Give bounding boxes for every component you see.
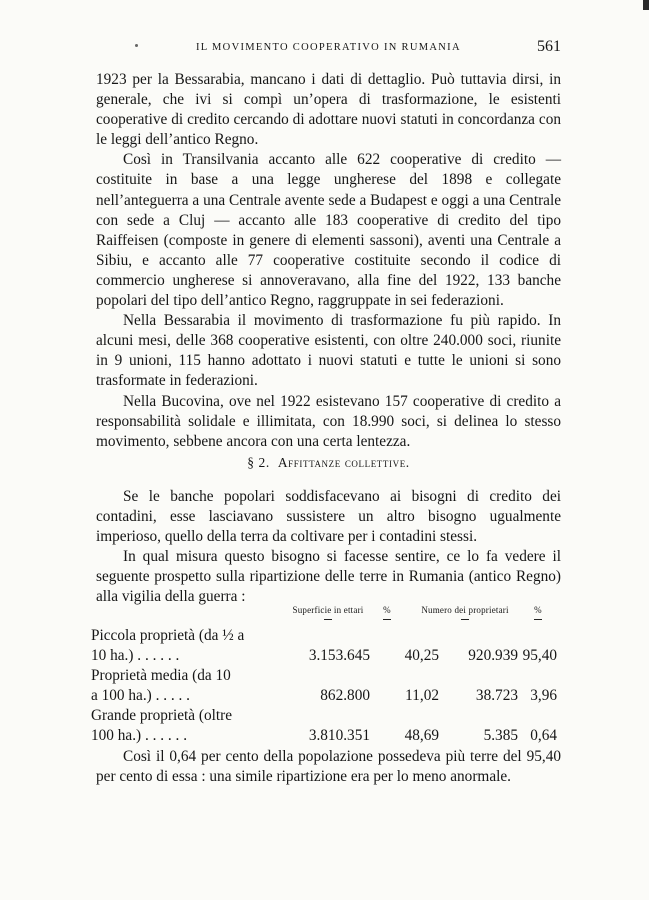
land-distribution-table bbox=[91, 605, 561, 747]
row-label: Proprietà media (da 10 bbox=[91, 667, 231, 684]
section-heading bbox=[96, 455, 561, 471]
table-row bbox=[91, 667, 561, 707]
cell-percent-superficie: 48,69 bbox=[404, 727, 439, 744]
table-row bbox=[91, 627, 561, 667]
cell-percent-superficie: 11,02 bbox=[405, 687, 439, 704]
cell-percent-superficie: 40,25 bbox=[404, 647, 439, 664]
cell-superficie: 3.810.351 bbox=[308, 727, 370, 744]
paragraph: Nella Bessarabia il movimento di trasformazione fu più rapido. In alcuni mesi, delle 368 cooperative esistenti, con oltre 240.000 soci, riunite in 9 unioni, 115 hanno adottato i nuovi statuti e tutte le unioni si sono trasformate in federazioni. bbox=[96, 312, 561, 390]
cell-numero: 5.385 bbox=[483, 727, 518, 744]
paragraph: 1923 per la Bessarabia, mancano i dati di dettaglio. Può tuttavia dirsi, in generale, che ivi si compì un’opera di trasformazione, le esistenti cooperative di credito cercando di adottare nuovi statuti in concordanza con le leggi dell’antico Regno. bbox=[96, 71, 561, 149]
cell-percent-numero: 3,96 bbox=[530, 687, 557, 704]
row-label-continued: 100 ha.) . . . . . . bbox=[91, 727, 188, 744]
paragraph: Se le banche popolari soddisfacevano ai bisogni di credito dei contadini, esse lasciavano sussistere un altro bisogno ugualmente imperioso, quello della terra da coltivare per i contadini stessi. bbox=[96, 488, 561, 546]
running-title: IL MOVIMENTO COOPERATIVO IN RUMANIA bbox=[196, 42, 461, 53]
cell-percent-numero: 95,40 bbox=[522, 647, 557, 664]
cell-numero: 38.723 bbox=[475, 687, 518, 704]
body-text-bottom bbox=[96, 747, 561, 787]
table-row bbox=[91, 707, 561, 747]
column-header: % bbox=[377, 605, 397, 620]
paragraph: Così in Transilvania accanto alle 622 cooperative di credito — costituite in base a una legge ungherese del 1898 e collegate nell’anteguerra a una Centrale avente sede a Budapest e oggi a una Centrale con sede a Cluj — accanto alle 183 cooperative di credito del tipo Raiffeisen (composte in genere di elementi sassoni), aventi una Centrale a Sibiu, e accanto alle 77 cooperative costituite secondo il codice di commercio ungherese si annoveravano, alla fine del 1922, 133 banche popolari del tipo dell’antico Regno, raggruppate in sei federazioni. bbox=[96, 151, 561, 310]
row-label: Grande proprietà (oltre bbox=[91, 707, 233, 724]
page-header bbox=[96, 36, 561, 60]
cell-percent-numero: 0,64 bbox=[530, 727, 557, 744]
column-header: % bbox=[527, 605, 549, 620]
row-label-continued: a 100 ha.) . . . . . bbox=[91, 687, 190, 704]
section-title: Affittanze collettive. bbox=[277, 455, 410, 470]
page-number: 561 bbox=[537, 38, 561, 55]
cell-superficie: 3.153.645 bbox=[308, 647, 370, 664]
paragraph: In qual misura questo bisogno si facesse sentire, ce lo fa vedere il seguente prospetto sulla ripartizione delle terre in Rumania (antico Regno) alla vigilia della guerra : bbox=[96, 548, 561, 606]
column-header: Superficie in ettari bbox=[277, 605, 379, 620]
row-label: Piccola proprietà (da ½ a bbox=[91, 627, 245, 644]
paragraph: Nella Bucovina, ove nel 1922 esistevano 157 cooperative di credito a responsabilità solidale e illimitata, con 18.990 soci, si delinea lo stesso movimento, sebbene ancora con una certa lentezza. bbox=[96, 392, 561, 450]
section-number: § 2. bbox=[247, 455, 270, 470]
row-label-continued: 10 ha.) . . . . . . bbox=[91, 647, 180, 664]
body-text-middle bbox=[96, 487, 561, 608]
page-edge-mark bbox=[643, 0, 649, 10]
paragraph: Così il 0,64 per cento della popolazione possedeva più terre del 95,40 per cento di essa : una simile ripartizione era per lo meno anormale. bbox=[96, 748, 561, 786]
body-text-top bbox=[96, 70, 561, 452]
column-header: Numero dei proprietari bbox=[413, 605, 517, 620]
cell-numero: 920.939 bbox=[468, 647, 518, 664]
table-header bbox=[91, 605, 561, 627]
cell-superficie: 862.800 bbox=[320, 687, 370, 704]
